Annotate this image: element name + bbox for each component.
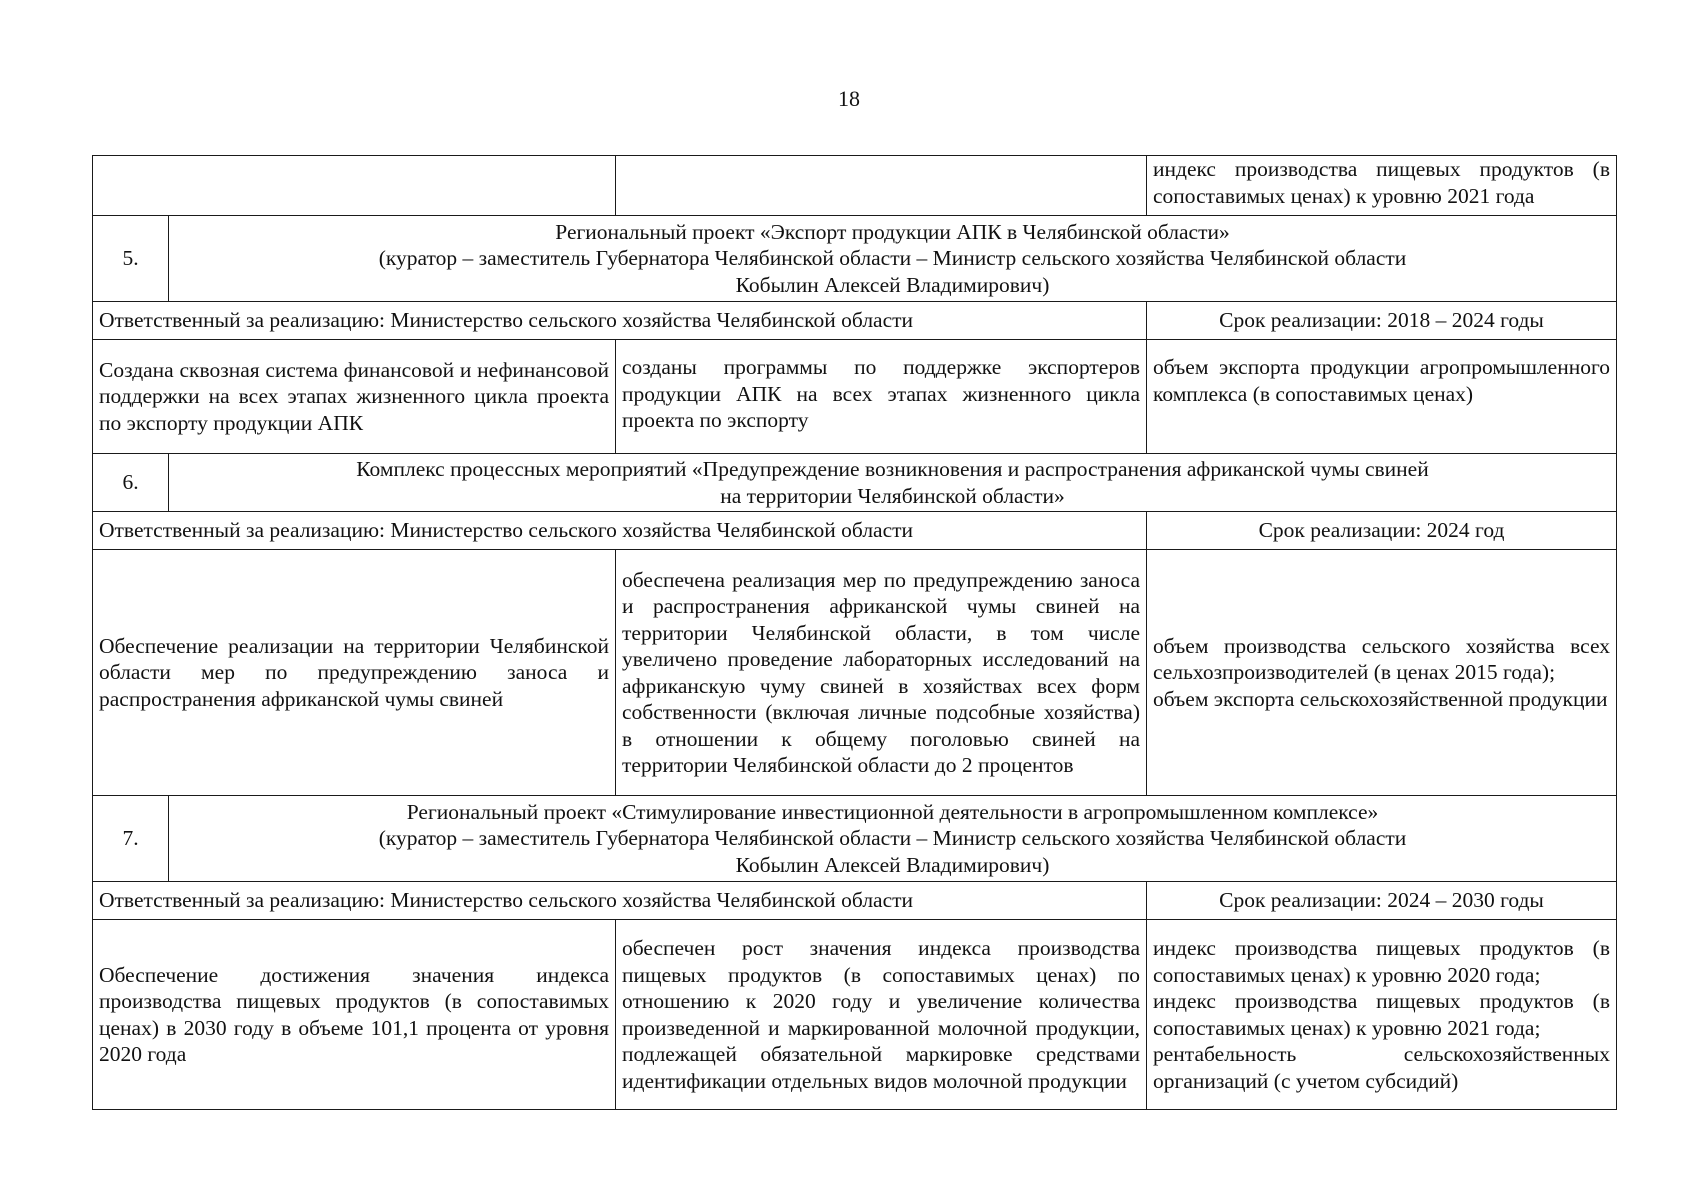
section-header-line: Региональный проект «Экспорт продукции АПК в Челябинской области»: [555, 219, 1230, 244]
indicator-line: рентабельность сельскохозяйственных организаций (с учетом субсидий): [1153, 1042, 1610, 1093]
responsible-row: [93, 512, 1617, 550]
section-header-row: [93, 796, 1617, 882]
responsible-row: [93, 302, 1617, 340]
continuation-cell-task: [93, 156, 616, 216]
responsible-cell: Ответственный за реализацию: Министерство сельского хозяйства Челябинской области: [93, 512, 1147, 550]
section-header-line: (куратор – заместитель Губернатора Челябинской области – Министр сельского хозяйства Челябинской области: [378, 826, 1407, 851]
section-number: 6.: [93, 454, 169, 512]
result-cell: созданы программы по поддержке экспортеров продукции АПК на всех этапах жизненного цикла проекта по экспорту: [616, 340, 1147, 454]
indicator-cell: [1147, 550, 1617, 796]
indicator-line: объем производства сельского хозяйства всех сельхозпроизводителей (в ценах 2015 года);: [1153, 633, 1610, 685]
section-header: [169, 216, 1617, 302]
indicator-line: объем экспорта сельскохозяйственной продукции: [1153, 686, 1608, 711]
task-cell: Обеспечение реализации на территории Челябинской области мер по предупреждению заноса и распространения африканской чумы свиней: [93, 550, 616, 796]
section-header-line: (куратор – заместитель Губернатора Челябинской области – Министр сельского хозяйства Челябинской области: [378, 246, 1407, 271]
section-header-row: [93, 454, 1617, 512]
indicator-cell: объем экспорта продукции агропромышленного комплекса (в сопоставимых ценах): [1147, 340, 1617, 454]
task-cell: Создана сквозная система финансовой и нефинансовой поддержки на всех этапах жизненного цикла проекта по экспорту продукции АПК: [93, 340, 616, 454]
section-number: 7.: [93, 796, 169, 882]
section-header-line: на территории Челябинской области»: [720, 483, 1065, 508]
content-row: [93, 920, 1617, 1110]
content-row: [93, 550, 1617, 796]
term-cell: Срок реализации: 2024 год: [1147, 512, 1617, 550]
continuation-indicator: индекс производства пищевых продуктов (в сопоставимых ценах) к уровню 2021 года: [1147, 156, 1617, 216]
indicator-line: индекс производства пищевых продуктов (в сопоставимых ценах) к уровню 2020 года;: [1153, 936, 1610, 987]
section-header-row: [93, 216, 1617, 302]
responsible-row: [93, 882, 1617, 920]
content-row: [93, 340, 1617, 454]
term-cell: Срок реализации: 2018 – 2024 годы: [1147, 302, 1617, 340]
section-header-line: Комплекс процессных мероприятий «Предупреждение возникновения и распространения африканской чумы свиней: [356, 457, 1429, 481]
section-header: [169, 796, 1617, 882]
indicator-cell: [1147, 920, 1617, 1110]
result-cell: обеспечен рост значения индекса производства пищевых продуктов (в сопоставимых ценах) по отношению к 2020 году и увеличение количества произведенной и маркированной молочной продукции, подлежащей обязательной маркировке средствами идентификации отдельных видов молочной продукции: [616, 920, 1147, 1110]
task-cell: Обеспечение достижения значения индекса производства пищевых продуктов (в сопоставимых ценах) в 2030 году в объеме 101,1 процента от уровня 2020 года: [93, 920, 616, 1110]
page-number: 18: [838, 86, 860, 111]
measures-table: [92, 155, 1617, 1110]
section-header-line: Региональный проект «Стимулирование инвестиционной деятельности в агропромышленном комплексе»: [406, 799, 1379, 824]
section-header-line: Кобылин Алексей Владимирович): [735, 272, 1050, 297]
section-header: [169, 454, 1617, 512]
term-cell: Срок реализации: 2024 – 2030 годы: [1147, 882, 1617, 920]
continuation-row: [93, 156, 1617, 216]
indicator-line: индекс производства пищевых продуктов (в сопоставимых ценах) к уровню 2021 года;: [1153, 989, 1610, 1040]
responsible-cell: Ответственный за реализацию: Министерство сельского хозяйства Челябинской области: [93, 882, 1147, 920]
responsible-cell: Ответственный за реализацию: Министерство сельского хозяйства Челябинской области: [93, 302, 1147, 340]
result-cell: обеспечена реализация мер по предупреждению заноса и распространения африканской чумы свиней на территории Челябинской области, в том числе увеличено проведение лабораторных исследований на африканскую чуму свиней в хозяйствах всех форм собственности (включая личные подсобные хозяйства) в отношении к общему поголовью свиней на территории Челябинской области до 2 процентов: [616, 550, 1147, 796]
section-number: 5.: [93, 216, 169, 302]
continuation-cell-result: [616, 156, 1147, 216]
section-header-line: Кобылин Алексей Владимирович): [735, 852, 1050, 877]
